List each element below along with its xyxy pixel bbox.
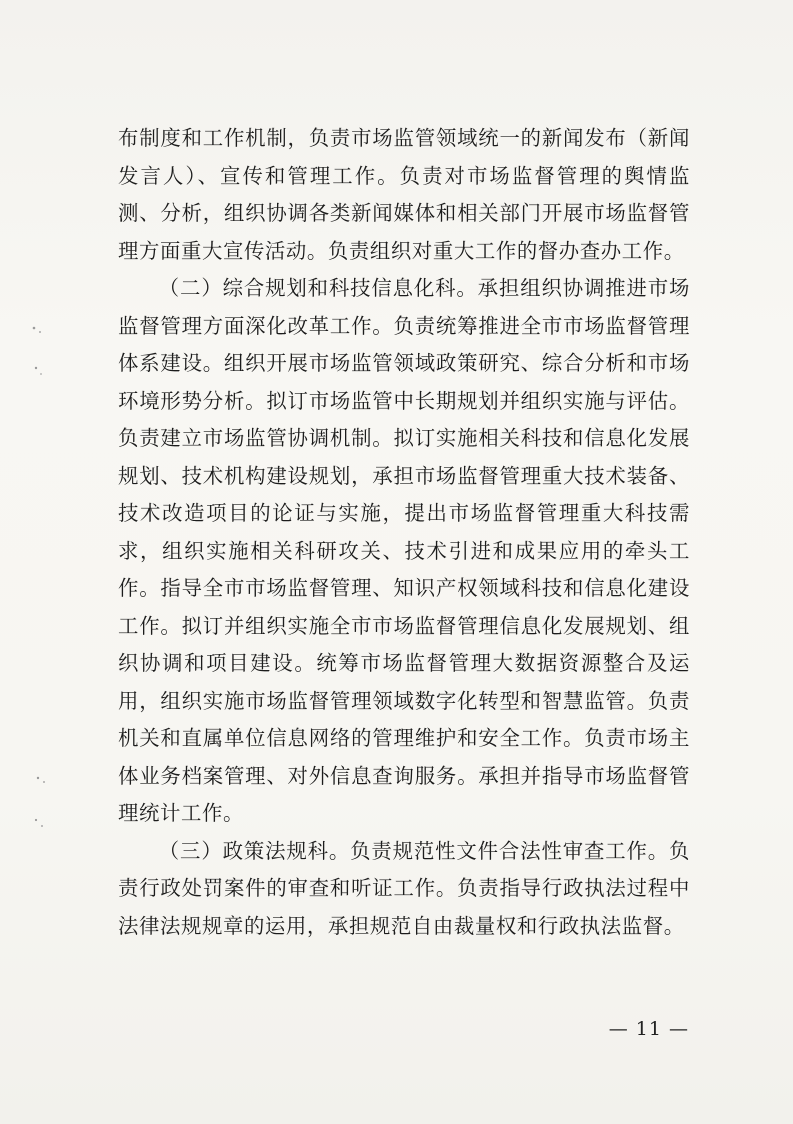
page-number: — 11 — (608, 1018, 689, 1040)
body-text (118, 120, 690, 945)
paragraph-planning-section: （二）综合规划和科技信息化科。承担组织协调推进市场监督管理方面深化改革工作。负责统筹推进全市市场监督管理体系建设。组织开展市场监管领域政策研究、综合分析和市场环境形势分析。拟订市场监管中长期规划并组织实施与评估。负责建立市场监管协调机制。拟订实施相关科技和信息化发展规划、技术机构建设规划，承担市场监督管理重大技术装备、技术改造项目的论证与实施，提出市场监督管理重大科技需求，组织实施相关科研攻关、技术引进和成果应用的牵头工作。指导全市市场监督管理、知识产权领域科技和信息化建设工作。拟订并组织实施全市市场监督管理信息化发展规划、组织协调和项目建设。统筹市场监督管理大数据资源整合及运用，组织实施市场监督管理领域数字化转型和智慧监管。负责机关和直属单位信息网络的管理维护和安全工作。负责市场主体业务档案管理、对外信息查询服务。承担并指导市场监督管理统计工作。 (118, 276, 690, 825)
scan-specks (22, 300, 62, 860)
paragraph-press: 布制度和工作机制，负责市场监管领域统一的新闻发布（新闻发言人）、宣传和管理工作。负责对市场监督管理的舆情监测、分析，组织协调各类新闻媒体和相关部门开展市场监督管理方面重大宣传活动。负责组织对重大工作的督办查办工作。 (118, 126, 690, 263)
paragraph-policy-section: （三）政策法规科。负责规范性文件合法性审查工作。负责行政处罚案件的审查和听证工作。负责指导行政执法过程中法律法规规章的运用，承担规范自由裁量权和行政执法监督。 (118, 838, 690, 938)
